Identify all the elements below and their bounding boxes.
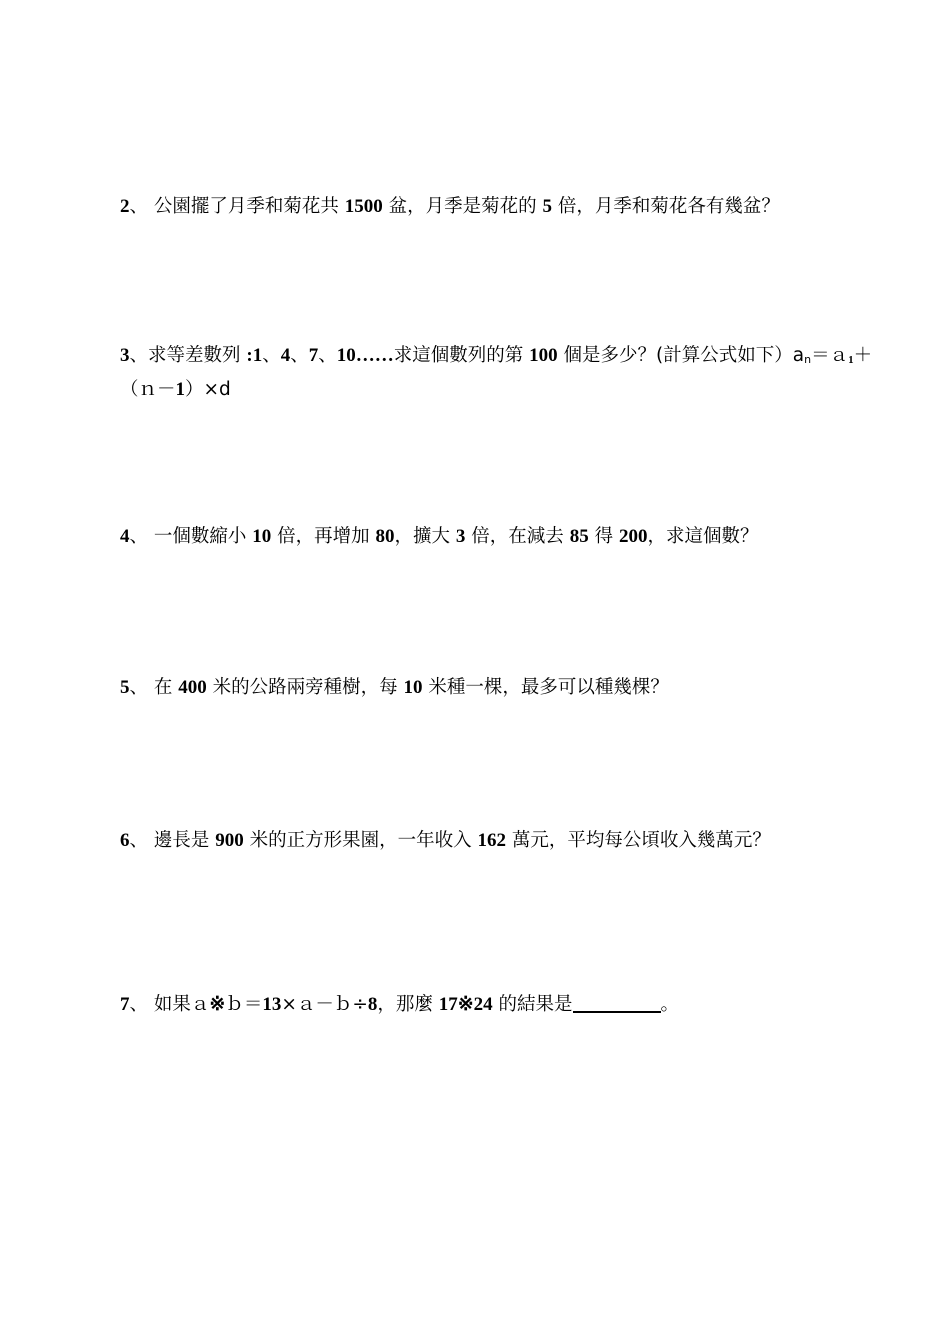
number-value: :1 <box>246 345 263 366</box>
number-value: 7 <box>308 345 319 366</box>
number-value: 80 <box>375 526 395 547</box>
question-text: 、 <box>290 345 309 366</box>
number-value: 162 <box>477 830 507 851</box>
number-value: 400 <box>178 677 207 698</box>
question-text: 米的公路兩旁種樹，每 <box>206 677 404 698</box>
question-6 <box>120 826 900 856</box>
question-text: 。 <box>660 994 680 1015</box>
question-text: ×ａ－ｂ÷ <box>281 994 368 1015</box>
formula-subscript: n <box>804 353 812 366</box>
question-text: 公園擺了月季和菊花共 <box>148 196 345 217</box>
question-text: 個是多少？(計算公式如下）a <box>557 345 805 366</box>
question-text: 、 在 <box>129 677 179 698</box>
formula-text: ＋（ｎ－ <box>120 345 873 400</box>
question-text: 、求等差數列 <box>129 345 247 366</box>
question-text: 、 <box>262 345 281 366</box>
question-5 <box>120 673 900 703</box>
question-text: 米的正方形果園，一年收入 <box>243 830 478 851</box>
question-7 <box>120 990 900 1020</box>
number-value: 100 <box>529 345 558 366</box>
question-number: 6 <box>120 830 130 851</box>
operator-symbol: ※ <box>209 994 226 1015</box>
number-value: 900 <box>215 830 244 851</box>
number-value: 1500 <box>344 196 383 217</box>
question-text: 得 <box>588 526 619 547</box>
number-value: 17 <box>438 994 458 1015</box>
question-2 <box>120 192 900 222</box>
question-text: 求這個數列的第 <box>393 345 530 366</box>
number-value: 4 <box>280 345 291 366</box>
number-value: 1 <box>175 379 186 400</box>
question-text: 萬元，平均每公頃收入幾萬元？ <box>506 830 771 851</box>
number-value: 200 <box>618 526 648 547</box>
number-value: 24 <box>473 994 493 1015</box>
question-text: ，那麼 <box>377 994 439 1015</box>
question-text: 米種一棵，最多可以種幾棵？ <box>422 677 669 698</box>
question-number: 5 <box>120 677 130 698</box>
question-text: 盆，月季是菊花的 <box>382 196 543 217</box>
question-text: 、 <box>318 345 337 366</box>
question-number: 3 <box>120 345 130 366</box>
number-value: 10 <box>252 526 272 547</box>
operator-symbol: ※ <box>457 994 474 1015</box>
formula-text: ＝ａ <box>811 345 849 366</box>
formula-text: ）×d <box>185 379 231 400</box>
question-text: ，求這個數？ <box>647 526 759 547</box>
question-text: ｂ＝ <box>225 994 263 1015</box>
number-value: 5 <box>542 196 553 217</box>
question-3 <box>120 341 900 405</box>
number-value: 3 <box>455 526 466 547</box>
question-number: 7 <box>120 994 130 1015</box>
question-number: 2 <box>120 196 130 217</box>
question-text: ，擴大 <box>394 526 456 547</box>
question-text: 的結果是 <box>492 994 573 1015</box>
number-value: 8 <box>367 994 378 1015</box>
question-text: 倍，月季和菊花各有幾盆？ <box>552 196 780 217</box>
formula-subscript: 1 <box>848 354 854 366</box>
question-text: 、 如果ａ <box>129 994 210 1015</box>
number-value: 10 <box>403 677 423 698</box>
question-text: 倍，在減去 <box>465 526 570 547</box>
number-value: 85 <box>569 526 589 547</box>
question-text: 、 <box>129 196 149 217</box>
question-4 <box>120 522 900 552</box>
question-text: 、 邊長是 <box>129 830 216 851</box>
number-value: 10…… <box>336 345 394 366</box>
number-value: 13 <box>262 994 282 1015</box>
question-text: 、 一個數縮小 <box>129 526 253 547</box>
answer-blank[interactable] <box>573 993 661 1013</box>
question-number: 4 <box>120 526 130 547</box>
question-text: 倍，再增加 <box>271 526 376 547</box>
